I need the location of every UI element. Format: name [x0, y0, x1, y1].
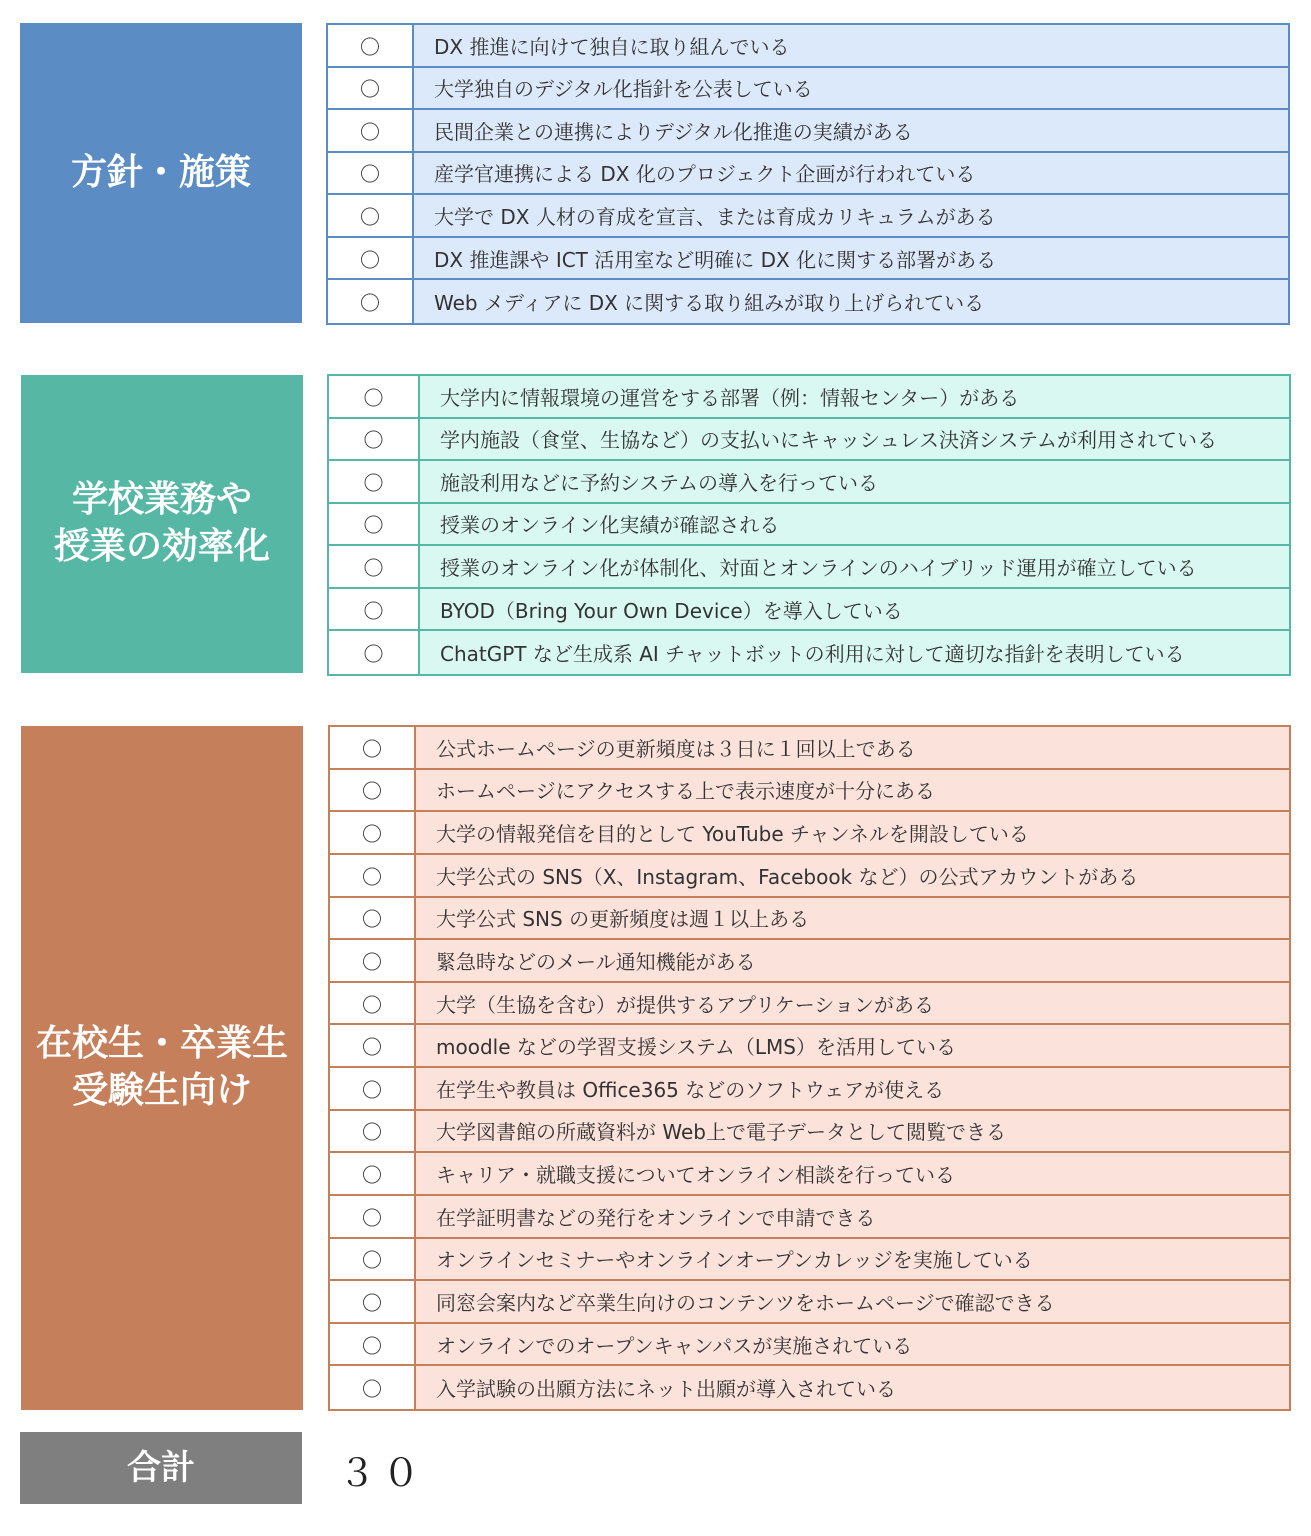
check-mark: 〇: [330, 1239, 416, 1280]
checklist-item-text: 大学公式 SNS の更新頻度は週１以上ある: [416, 898, 1289, 939]
checklist-item-text: ホームページにアクセスする上で表示速度が十分にある: [416, 770, 1289, 811]
checklist-item-text: オンラインセミナーやオンラインオープンカレッジを実施している: [416, 1239, 1289, 1280]
checklist-item-text: 授業のオンライン化が体制化、対面とオンラインのハイブリッド運用が確立している: [420, 546, 1289, 587]
check-mark: 〇: [330, 812, 416, 853]
check-mark: 〇: [328, 110, 414, 151]
check-mark: 〇: [329, 419, 420, 460]
checklist-row: [329, 419, 1289, 462]
checklist-table-students: [328, 725, 1291, 1411]
checklist-item-text: 大学で DX 人材の育成を宣言、または育成カリキュラムがある: [414, 195, 1288, 236]
checklist-row: [330, 1366, 1289, 1409]
checklist-item-text: 公式ホームページの更新頻度は３日に１回以上である: [416, 727, 1289, 768]
checklist-item-text: 同窓会案内など卒業生向けのコンテンツをホームページで確認できる: [416, 1281, 1289, 1322]
section-label-policy: [20, 23, 302, 323]
checklist-row: [328, 153, 1288, 196]
checklist-item-text: 授業のオンライン化実績が確認される: [420, 504, 1289, 545]
checklist-row: [330, 898, 1289, 941]
checklist-row: [330, 855, 1289, 898]
checklist-row: [329, 504, 1289, 547]
checklist-row: [330, 1068, 1289, 1111]
check-mark: 〇: [330, 898, 416, 939]
checklist-item-text: BYOD（Bring Your Own Device）を導入している: [420, 589, 1289, 630]
total-label: [20, 1432, 302, 1504]
checklist-item-text: キャリア・就職支援についてオンライン相談を行っている: [416, 1153, 1289, 1194]
check-mark: 〇: [329, 461, 420, 502]
checklist-item-text: 産学官連携による DX 化のプロジェクト企画が行われている: [414, 153, 1288, 194]
section-label-students: [21, 726, 303, 1410]
check-mark: 〇: [328, 68, 414, 109]
checklist-item-text: 在学生や教員は Office365 などのソフトウェアが使える: [416, 1068, 1289, 1109]
checklist-table-policy: [326, 23, 1290, 325]
checklist-row: [330, 1153, 1289, 1196]
checklist-row: [330, 812, 1289, 855]
check-mark: 〇: [330, 1111, 416, 1152]
checklist-item-text: ChatGPT など生成系 AI チャットボットの利用に対して適切な指針を表明している: [420, 631, 1289, 674]
check-mark: 〇: [328, 25, 414, 66]
checklist-row: [330, 770, 1289, 813]
checklist-item-text: 学内施設（食堂、生協など）の支払いにキャッシュレス決済システムが利用されている: [420, 419, 1289, 460]
section-label-text: 方針・施策: [70, 151, 251, 193]
check-mark: 〇: [329, 504, 420, 545]
checklist-item-text: 緊急時などのメール通知機能がある: [416, 940, 1289, 981]
checklist-item-text: 大学（生協を含む）が提供するアプリケーションがある: [416, 983, 1289, 1024]
section-label-text: 在校生・卒業生 受験生向け: [35, 1023, 288, 1111]
check-mark: 〇: [330, 983, 416, 1024]
section-label-efficiency: [21, 375, 303, 673]
checklist-row: [328, 238, 1288, 281]
check-mark: 〇: [330, 855, 416, 896]
check-mark: 〇: [330, 1196, 416, 1237]
checklist-item-text: 施設利用などに予約システムの導入を行っている: [420, 461, 1289, 502]
checklist-item-text: 大学の情報発信を目的として YouTube チャンネルを開設している: [416, 812, 1289, 853]
total-label-text: 合計: [127, 1447, 195, 1488]
check-mark: 〇: [330, 727, 416, 768]
checklist-item-text: DX 推進課や ICT 活用室など明確に DX 化に関する部署がある: [414, 238, 1288, 279]
total-value: ３０: [338, 1451, 427, 1495]
checklist-item-text: 民間企業との連携によりデジタル化推進の実績がある: [414, 110, 1288, 151]
check-mark: 〇: [328, 238, 414, 279]
checklist-item-text: Web メディアに DX に関する取り組みが取り上げられている: [414, 280, 1288, 323]
checklist-item-text: 大学内に情報環境の運営をする部署（例：情報センター）がある: [420, 376, 1289, 417]
checklist-item-text: 大学独自のデジタル化指針を公表している: [414, 68, 1288, 109]
checklist-row: [330, 1239, 1289, 1282]
check-mark: 〇: [330, 770, 416, 811]
check-mark: 〇: [330, 940, 416, 981]
checklist-row: [329, 589, 1289, 632]
checklist-item-text: DX 推進に向けて独自に取り組んでいる: [414, 25, 1288, 66]
checklist-row: [330, 727, 1289, 770]
checklist-row: [329, 631, 1289, 674]
check-mark: 〇: [328, 153, 414, 194]
check-mark: 〇: [330, 1324, 416, 1365]
check-mark: 〇: [329, 631, 420, 674]
checklist-row: [329, 546, 1289, 589]
checklist-row: [330, 1111, 1289, 1154]
checklist-row: [328, 280, 1288, 323]
check-mark: 〇: [328, 195, 414, 236]
check-mark: 〇: [330, 1068, 416, 1109]
check-mark: 〇: [330, 1153, 416, 1194]
checklist-row: [329, 461, 1289, 504]
check-mark: 〇: [329, 376, 420, 417]
checklist-row: [329, 376, 1289, 419]
checklist-item-text: moodle などの学習支援システム（LMS）を活用している: [416, 1025, 1289, 1066]
checklist-row: [330, 983, 1289, 1026]
checklist-row: [330, 1025, 1289, 1068]
checklist-row: [330, 940, 1289, 983]
checklist-item-text: オンラインでのオープンキャンパスが実施されている: [416, 1324, 1289, 1365]
checklist-row: [330, 1324, 1289, 1367]
check-mark: 〇: [329, 589, 420, 630]
checklist-row: [328, 25, 1288, 68]
check-mark: 〇: [328, 280, 414, 323]
checklist-item-text: 入学試験の出願方法にネット出願が導入されている: [416, 1366, 1289, 1409]
check-mark: 〇: [329, 546, 420, 587]
checklist-item-text: 在学証明書などの発行をオンラインで申請できる: [416, 1196, 1289, 1237]
section-label-text: 学校業務や 授業の効率化: [53, 479, 270, 567]
check-mark: 〇: [330, 1025, 416, 1066]
checklist-row: [330, 1281, 1289, 1324]
checklist-table-efficiency: [327, 374, 1291, 676]
checklist-item-text: 大学公式の SNS（X、Instagram、Facebook など）の公式アカウントがある: [416, 855, 1289, 896]
checklist-row: [330, 1196, 1289, 1239]
check-mark: 〇: [330, 1366, 416, 1409]
checklist-item-text: 大学図書館の所蔵資料が Web上で電子データとして閲覧できる: [416, 1111, 1289, 1152]
check-mark: 〇: [330, 1281, 416, 1322]
checklist-row: [328, 110, 1288, 153]
checklist-row: [328, 68, 1288, 111]
checklist-row: [328, 195, 1288, 238]
